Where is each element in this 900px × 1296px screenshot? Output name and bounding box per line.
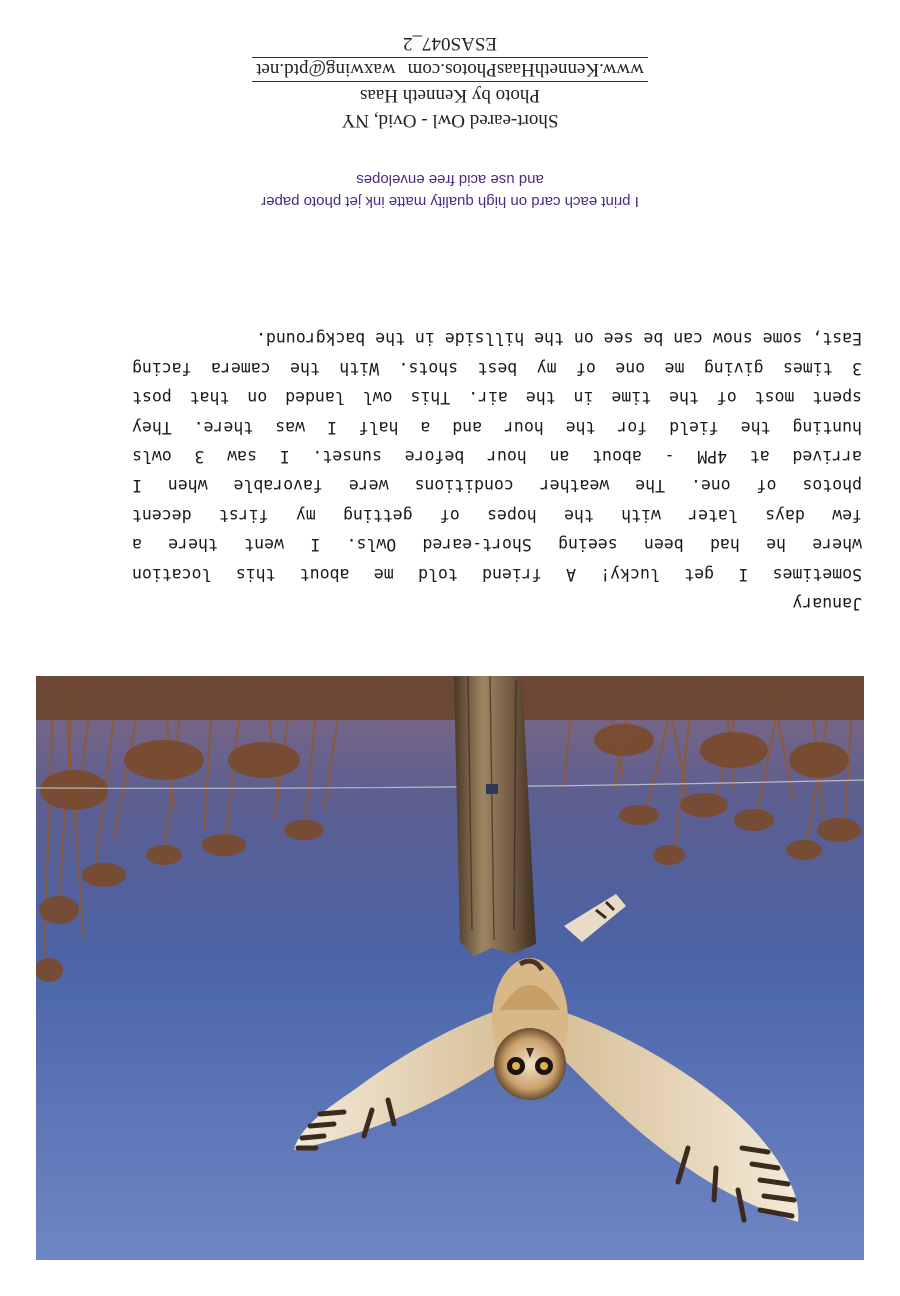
story-line: spent most of the time in the air. This owl landed on that post — [132, 388, 862, 408]
story-line: few days later with the hopes of getting my first decent — [132, 505, 862, 525]
story-line: arrived at 4PM - about an hour before sunset. I saw 3 owls — [132, 446, 862, 466]
print-note-line: I print each card on high quality matte ink jet photo paper — [261, 193, 639, 210]
print-note — [150, 168, 750, 212]
print-note-line: and use acid free envelopes — [356, 171, 544, 188]
story-line: 3 times giving me one of my best shots. With the camera facing — [132, 358, 862, 378]
story-line: East, some snow can be see on the hillside in the background. — [256, 329, 862, 349]
story-line: Sometimes I get lucky! A friend told me about this location — [132, 564, 862, 584]
contact-line — [252, 57, 648, 82]
story-line: where he had been seeing Short-eared Owls. I went there a — [132, 535, 862, 555]
story-line: hunting the field for the hour and a half I was there. They — [132, 417, 862, 437]
photo-credit: Photo by Kenneth Haas — [360, 85, 540, 106]
caption-title: Short-eared Owl - Ovid, NY — [341, 110, 559, 131]
email-link[interactable]: waxwing@ptd.net — [256, 59, 396, 80]
story-text — [132, 324, 862, 618]
photo-caption — [150, 31, 750, 133]
story-line: photos of one. The weather conditions were favorable when I — [132, 476, 862, 496]
website-link[interactable]: www.KennethHaasPhotos.com — [407, 59, 644, 80]
owl-photo — [36, 676, 864, 1260]
story-month: January — [792, 594, 862, 613]
product-code: ESAS047_2 — [403, 33, 497, 54]
